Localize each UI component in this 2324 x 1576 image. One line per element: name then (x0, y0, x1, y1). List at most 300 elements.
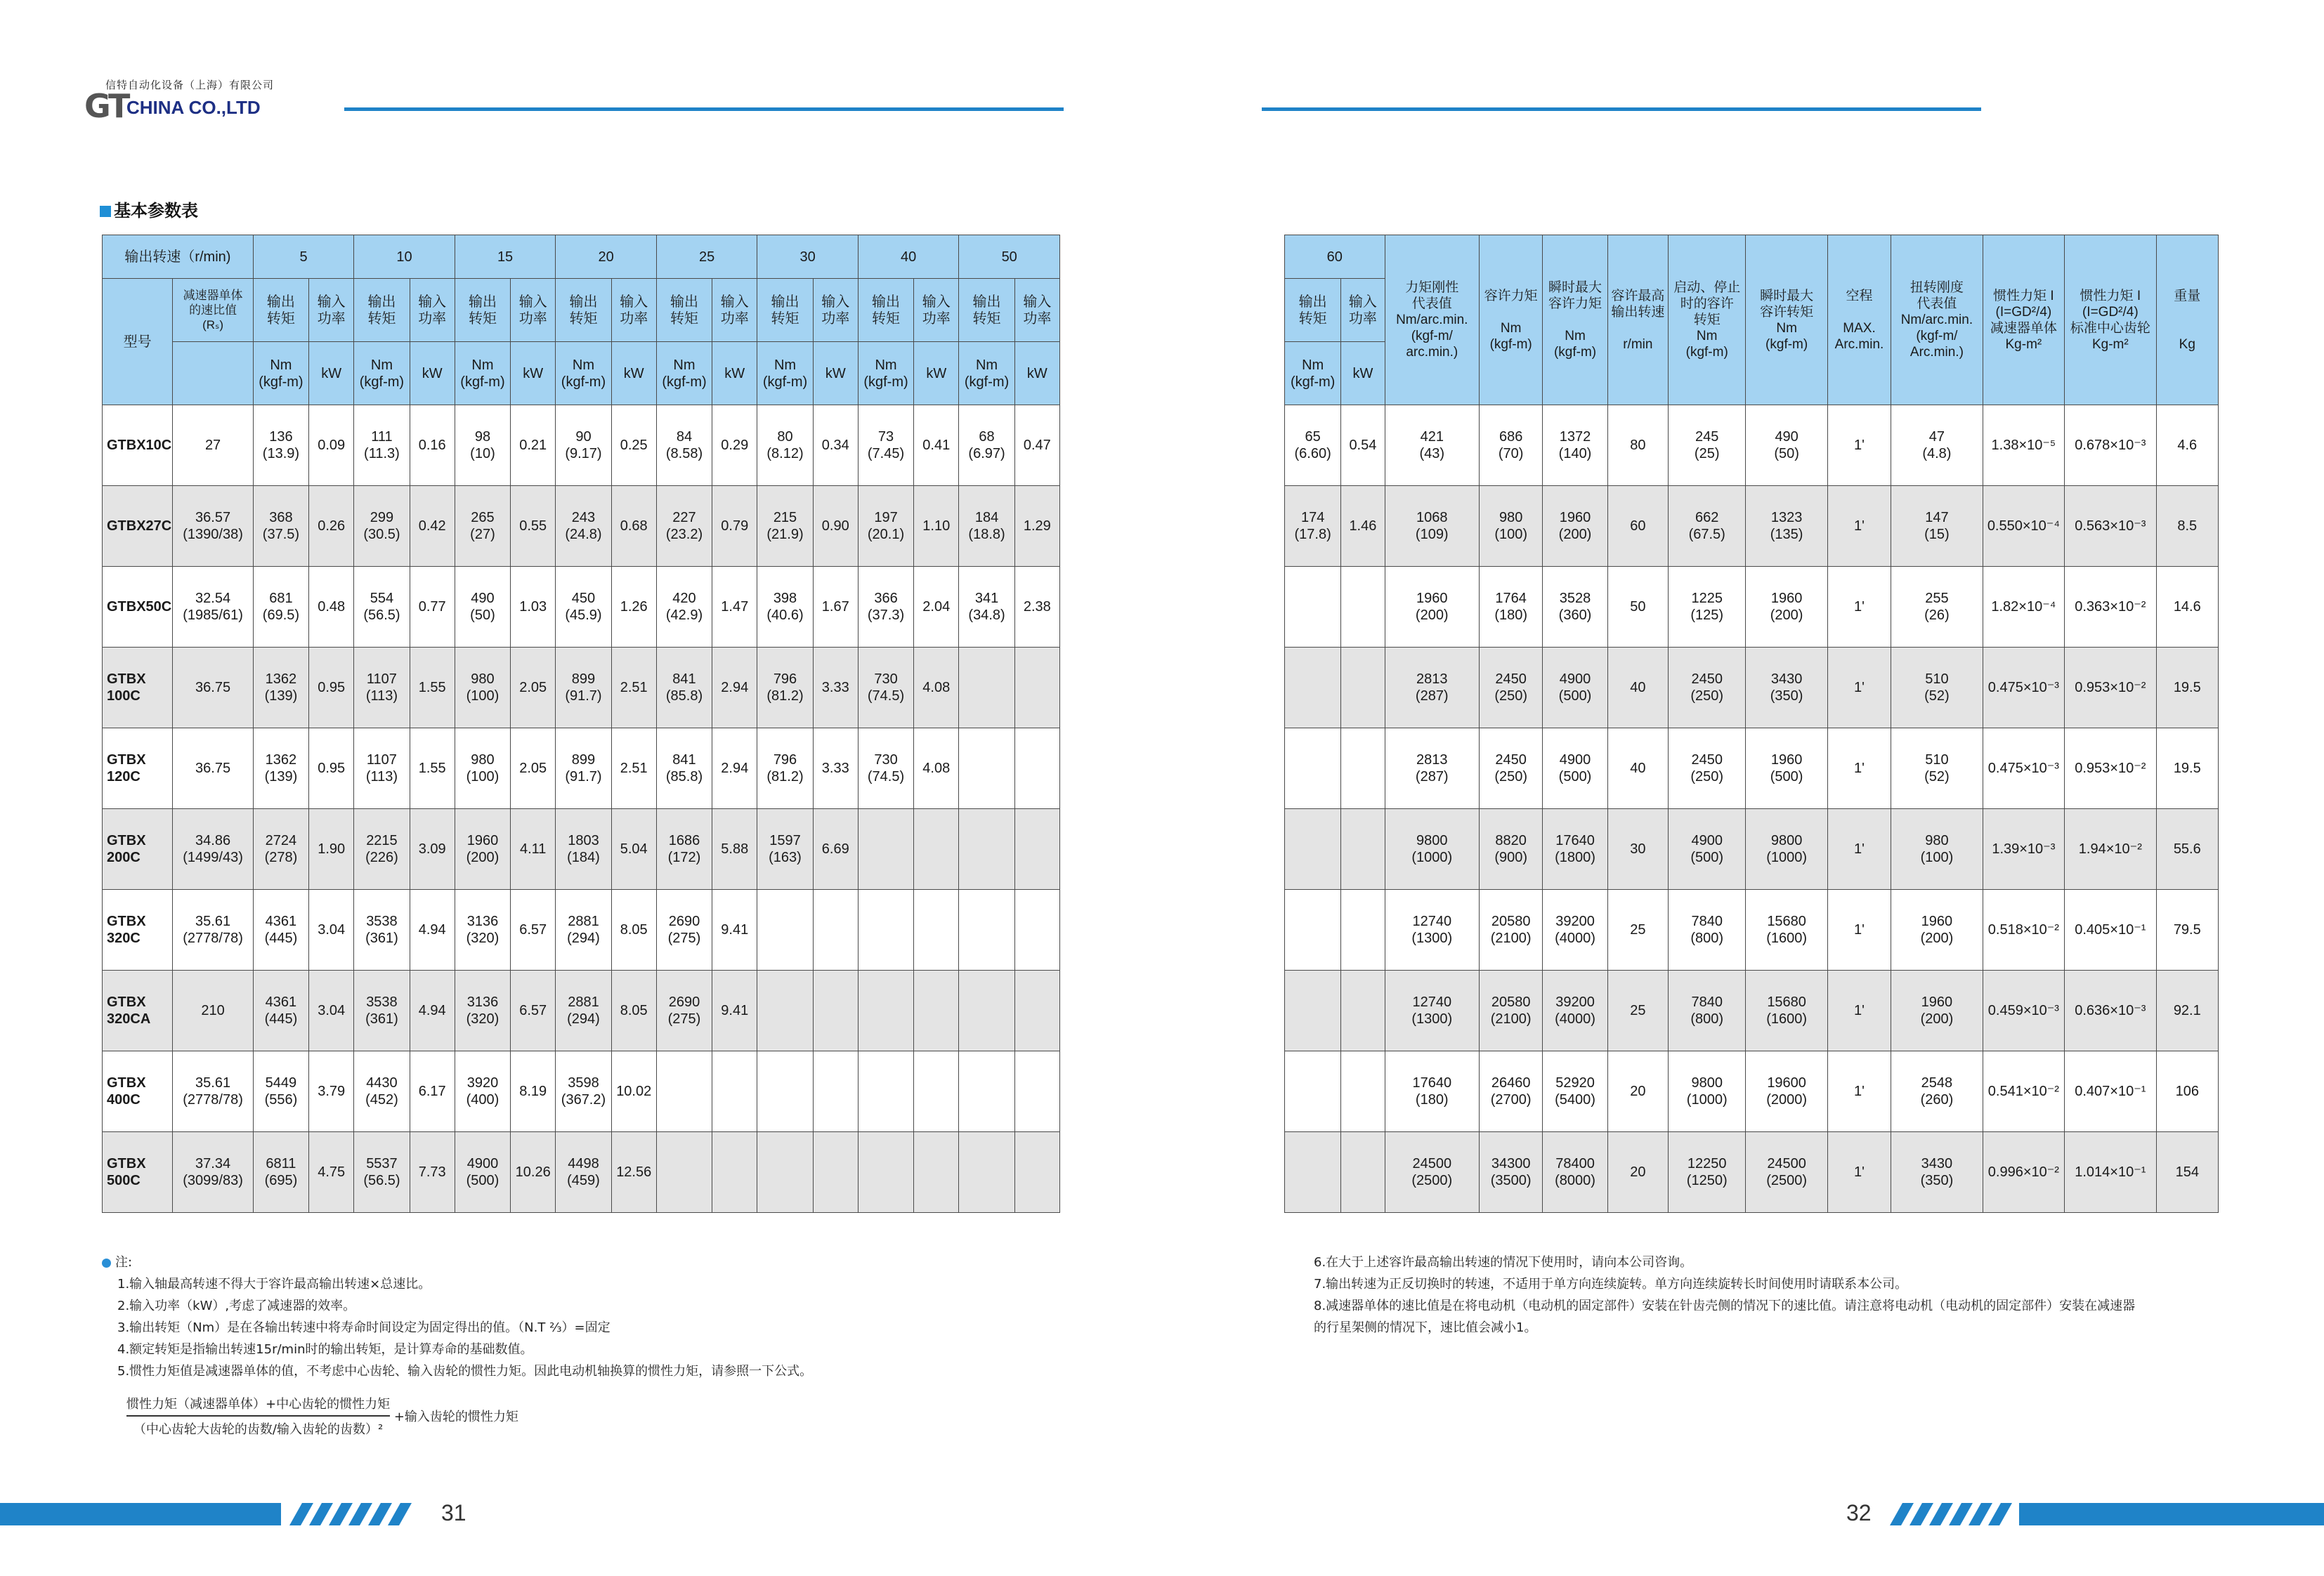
power-60-cell (1341, 567, 1385, 648)
note-2: 2.输入功率（kW）,考虑了减速器的效率。 (117, 1299, 356, 1313)
table-row (103, 890, 1060, 971)
spec-cell: 0.459×10⁻³ (1983, 971, 2064, 1051)
spec-cell: 20580 (2100) (1480, 890, 1543, 971)
spec-cell: 14.6 (2156, 567, 2218, 648)
out-torque-header: 输出 转矩 (858, 279, 913, 342)
table-row (1285, 567, 2219, 648)
note-8-cont: 的行星架侧的情况下，速比值会减小1。 (1314, 1320, 1537, 1335)
power-cell: 7.73 (410, 1132, 455, 1213)
torque-60-cell (1285, 728, 1341, 809)
notes-title-text: 注: (115, 1255, 133, 1270)
power-unit: kW (410, 342, 455, 405)
torque-cell (757, 890, 813, 971)
torque-cell: 73 (7.45) (858, 405, 913, 486)
formula-numerator: 惯性力矩（减速器单体）+中心齿轮的惯性力矩 (126, 1397, 391, 1412)
torque-cell: 90 (9.17) (556, 405, 611, 486)
spec-cell: 1.014×10⁻¹ (2065, 1132, 2156, 1213)
spec-cell: 55.6 (2156, 809, 2218, 890)
power-cell: 10.26 (511, 1132, 556, 1213)
power-cell: 0.16 (410, 405, 455, 486)
torque-cell (858, 890, 913, 971)
power-cell: 1.67 (813, 567, 858, 648)
spec-cell: 1' (1827, 728, 1891, 809)
spec-cell: 12740 (1300) (1385, 971, 1480, 1051)
power-cell (813, 890, 858, 971)
spec-cell: 0.407×10⁻¹ (2065, 1051, 2156, 1132)
spec-cell: 662 (67.5) (1669, 486, 1746, 567)
spec-cell: 245 (25) (1669, 405, 1746, 486)
torque-cell: 68 (6.97) (959, 405, 1014, 486)
model-cell: GTBX 400C (103, 1051, 173, 1132)
power-cell: 2.38 (1014, 567, 1059, 648)
ratio-header: 减速器单体 的速比值 (Rₛ) (173, 279, 253, 342)
power-cell: 2.94 (712, 728, 757, 809)
spec-cell: 0.405×10⁻¹ (2065, 890, 2156, 971)
model-cell: GTBX 100C (103, 648, 173, 728)
power-cell: 0.29 (712, 405, 757, 486)
spec-cell: 50 (1607, 567, 1668, 648)
power-cell: 0.47 (1014, 405, 1059, 486)
model-cell: GTBX 120C (103, 728, 173, 809)
table-row (103, 1051, 1060, 1132)
formula-tail: +输入齿轮的惯性力矩 (393, 1410, 518, 1424)
torque-cell: 1803 (184) (556, 809, 611, 890)
table-row (103, 728, 1060, 809)
power-cell: 6.17 (410, 1051, 455, 1132)
torque-60-cell (1285, 1051, 1341, 1132)
out-torque-header: 输出 转矩 (556, 279, 611, 342)
table-row (1285, 971, 2219, 1051)
spec-cell: 0.563×10⁻³ (2065, 486, 2156, 567)
torque-cell (858, 809, 913, 890)
spec-cell: 92.1 (2156, 971, 2218, 1051)
spec-cell: 0.996×10⁻² (1983, 1132, 2064, 1213)
spec-cell: 0.475×10⁻³ (1983, 728, 2064, 809)
spec-cell: 78400 (8000) (1543, 1132, 1607, 1213)
power-cell: 0.34 (813, 405, 858, 486)
torque-cell: 420 (42.9) (656, 567, 712, 648)
torque-cell (858, 1132, 913, 1213)
power-unit: kW (813, 342, 858, 405)
torque-cell: 490 (50) (455, 567, 510, 648)
power-cell: 1.47 (712, 567, 757, 648)
spec-cell: 1' (1827, 486, 1891, 567)
spec-cell: 1' (1827, 809, 1891, 890)
speed-60-header: 60 (1285, 235, 1385, 279)
in-power-header: 输入 功率 (611, 279, 656, 342)
torque-cell: 215 (21.9) (757, 486, 813, 567)
power-cell (1014, 728, 1059, 809)
power-cell (1014, 1132, 1059, 1213)
power-cell: 12.56 (611, 1132, 656, 1213)
torque-cell: 841 (85.8) (656, 728, 712, 809)
footer-stripes-right (1890, 1500, 2324, 1528)
speed-40-header: 40 (858, 235, 959, 279)
power-unit: kW (914, 342, 959, 405)
torque-cell: 136 (13.9) (253, 405, 308, 486)
power-60-cell (1341, 809, 1385, 890)
power-cell: 6.69 (813, 809, 858, 890)
in-power-header: 输入 功率 (914, 279, 959, 342)
torque-60-cell (1285, 1132, 1341, 1213)
spec-cell: 2450 (250) (1669, 648, 1746, 728)
power-cell: 3.33 (813, 648, 858, 728)
spec-cell: 19.5 (2156, 728, 2218, 809)
out-torque-header: 输出 转矩 (455, 279, 510, 342)
torque-cell: 299 (30.5) (354, 486, 410, 567)
spec-cell: 60 (1607, 486, 1668, 567)
torque-60-cell: 174 (17.8) (1285, 486, 1341, 567)
power-60-cell (1341, 1132, 1385, 1213)
torque-unit: Nm (kgf-m) (757, 342, 813, 405)
company-name-cn: 信特自动化设备（上海）有限公司 (105, 79, 275, 91)
power-cell: 8.05 (611, 890, 656, 971)
torque-cell: 1960 (200) (455, 809, 510, 890)
torque-cell: 398 (40.6) (757, 567, 813, 648)
torque-cell: 1107 (113) (354, 648, 410, 728)
power-cell (1014, 1051, 1059, 1132)
model-cell: GTBX 500C (103, 1132, 173, 1213)
torque-cell (959, 971, 1014, 1051)
formula-bar (126, 1415, 390, 1417)
torque-60-cell (1285, 567, 1341, 648)
power-cell: 1.55 (410, 648, 455, 728)
spec-cell: 79.5 (2156, 890, 2218, 971)
torque-cell: 980 (100) (455, 648, 510, 728)
power-cell: 8.19 (511, 1051, 556, 1132)
spec-cell: 8.5 (2156, 486, 2218, 567)
spec-cell: 1960 (200) (1543, 486, 1607, 567)
spec-cell: 1372 (140) (1543, 405, 1607, 486)
power-cell (712, 1051, 757, 1132)
spec-header: 容许力矩 Nm (kgf-m) (1480, 235, 1543, 405)
torque-cell: 1362 (139) (253, 728, 308, 809)
spec-cell: 3430 (350) (1891, 1132, 1983, 1213)
torque-cell: 681 (69.5) (253, 567, 308, 648)
torque-cell: 2690 (275) (656, 971, 712, 1051)
table-row (1285, 648, 2219, 728)
spec-cell: 1' (1827, 971, 1891, 1051)
speed-50-header: 50 (959, 235, 1060, 279)
in-power-header: 输入 功率 (309, 279, 354, 342)
ratio-cell: 35.61 (2778/78) (173, 890, 253, 971)
spec-cell: 17640 (1800) (1543, 809, 1607, 890)
power-cell: 4.75 (309, 1132, 354, 1213)
torque-cell: 899 (91.7) (556, 648, 611, 728)
spec-cell: 20580 (2100) (1480, 971, 1543, 1051)
spec-header: 力矩刚性 代表值 Nm/arc.min. (kgf-m/ arc.min.) (1385, 235, 1480, 405)
power-cell: 2.51 (611, 648, 656, 728)
power-cell: 0.95 (309, 648, 354, 728)
model-header: 型号 (103, 279, 173, 405)
torque-cell: 84 (8.58) (656, 405, 712, 486)
spec-header: 重量 Kg (2156, 235, 2218, 405)
torque-cell: 4900 (500) (455, 1132, 510, 1213)
power-cell: 4.08 (914, 728, 959, 809)
speed-20-header: 20 (556, 235, 657, 279)
out-torque-header-60: 输出 转矩 (1285, 279, 1341, 342)
spec-header: 瞬时最大 容许转矩 Nm (kgf-m) (1746, 235, 1827, 405)
power-60-cell (1341, 728, 1385, 809)
torque-cell: 4430 (452) (354, 1051, 410, 1132)
in-power-header: 输入 功率 (511, 279, 556, 342)
spec-cell: 2813 (287) (1385, 648, 1480, 728)
spec-cell: 9800 (1000) (1385, 809, 1480, 890)
ratio-cell: 36.75 (173, 648, 253, 728)
table-row (103, 1132, 1060, 1213)
torque-cell: 980 (100) (455, 728, 510, 809)
spec-header: 惯性力矩 I (I=GD²/4) 减速器单体 Kg-m² (1983, 235, 2064, 405)
power-cell: 4.11 (511, 809, 556, 890)
spec-cell: 7840 (800) (1669, 971, 1746, 1051)
torque-cell: 184 (18.8) (959, 486, 1014, 567)
power-cell: 1.55 (410, 728, 455, 809)
torque-cell: 6811 (695) (253, 1132, 308, 1213)
torque-cell (959, 890, 1014, 971)
table-row (1285, 1132, 2219, 1213)
page-number-left: 31 (441, 1500, 466, 1525)
spec-cell: 17640 (180) (1385, 1051, 1480, 1132)
torque-60-cell (1285, 648, 1341, 728)
spec-cell: 3528 (360) (1543, 567, 1607, 648)
table-row (1285, 890, 2219, 971)
torque-cell: 1362 (139) (253, 648, 308, 728)
torque-cell: 197 (20.1) (858, 486, 913, 567)
speed-10-header: 10 (354, 235, 455, 279)
table-row (1285, 809, 2219, 890)
spec-cell: 1' (1827, 890, 1891, 971)
power-unit: kW (611, 342, 656, 405)
power-cell: 6.57 (511, 890, 556, 971)
torque-60-cell (1285, 809, 1341, 890)
torque-cell: 5537 (56.5) (354, 1132, 410, 1213)
power-60-cell: 0.54 (1341, 405, 1385, 486)
power-cell (1014, 971, 1059, 1051)
torque-cell (656, 1132, 712, 1213)
table-row (1285, 405, 2219, 486)
in-power-header-60: 输入 功率 (1341, 279, 1385, 342)
power-cell: 8.05 (611, 971, 656, 1051)
ratio-cell: 35.61 (2778/78) (173, 1051, 253, 1132)
spec-cell: 1068 (109) (1385, 486, 1480, 567)
spec-cell: 1' (1827, 1051, 1891, 1132)
spec-cell: 1.38×10⁻⁵ (1983, 405, 2064, 486)
spec-cell: 4900 (500) (1669, 809, 1746, 890)
spec-cell: 2450 (250) (1669, 728, 1746, 809)
torque-cell: 5449 (556) (253, 1051, 308, 1132)
torque-cell: 2690 (275) (656, 890, 712, 971)
torque-cell: 1107 (113) (354, 728, 410, 809)
out-torque-header: 输出 转矩 (354, 279, 410, 342)
power-cell: 0.42 (410, 486, 455, 567)
torque-cell: 2881 (294) (556, 890, 611, 971)
power-cell: 4.94 (410, 890, 455, 971)
spec-cell: 0.363×10⁻² (2065, 567, 2156, 648)
spec-cell: 686 (70) (1480, 405, 1543, 486)
spec-cell: 2548 (260) (1891, 1051, 1983, 1132)
out-torque-header: 输出 转矩 (656, 279, 712, 342)
spec-cell: 1960 (500) (1746, 728, 1827, 809)
spec-cell: 421 (43) (1385, 405, 1480, 486)
model-cell: GTBX 320C (103, 890, 173, 971)
ratio-cell: 34.86 (1499/43) (173, 809, 253, 890)
power-cell: 3.04 (309, 971, 354, 1051)
spec-cell: 4900 (500) (1543, 728, 1607, 809)
spec-cell: 1' (1827, 405, 1891, 486)
torque-cell: 368 (37.5) (253, 486, 308, 567)
speed-label: 输出转速（r/min) (103, 235, 254, 279)
model-cell: GTBX50C (103, 567, 173, 648)
torque-cell: 243 (24.8) (556, 486, 611, 567)
logo-gt: GT (84, 87, 129, 125)
torque-cell (656, 1051, 712, 1132)
spec-cell: 39200 (4000) (1543, 890, 1607, 971)
torque-unit: Nm (kgf-m) (858, 342, 913, 405)
spec-cell: 490 (50) (1746, 405, 1827, 486)
spec-cell: 25 (1607, 971, 1668, 1051)
spec-cell: 0.953×10⁻² (2065, 648, 2156, 728)
power-unit: kW (309, 342, 354, 405)
spec-cell: 26460 (2700) (1480, 1051, 1543, 1132)
torque-60-cell (1285, 971, 1341, 1051)
spec-cell: 0.953×10⁻² (2065, 728, 2156, 809)
spec-cell: 34300 (3500) (1480, 1132, 1543, 1213)
power-cell: 0.77 (410, 567, 455, 648)
torque-cell: 450 (45.9) (556, 567, 611, 648)
spec-cell: 4900 (500) (1543, 648, 1607, 728)
inertia-formula (126, 1394, 518, 1438)
power-cell: 0.48 (309, 567, 354, 648)
note-3: 3.输出转矩（Nm）是在各输出转速中将寿命时间设定为固定得出的值。（N.T ⅔）=固定 (117, 1320, 611, 1335)
torque-cell: 730 (74.5) (858, 728, 913, 809)
torque-cell: 3136 (320) (455, 971, 510, 1051)
out-torque-header: 输出 转矩 (757, 279, 813, 342)
spec-cell: 9800 (1000) (1669, 1051, 1746, 1132)
spec-cell: 1' (1827, 648, 1891, 728)
notes-right (1314, 1252, 2135, 1339)
ratio-cell: 36.75 (173, 728, 253, 809)
spec-cell: 1.82×10⁻⁴ (1983, 567, 2064, 648)
table-row (103, 567, 1060, 648)
parameter-table-left (102, 235, 1060, 1213)
spec-cell: 7840 (800) (1669, 890, 1746, 971)
ratio-cell: 32.54 (1985/61) (173, 567, 253, 648)
torque-unit: Nm (kgf-m) (354, 342, 410, 405)
spec-cell: 980 (100) (1480, 486, 1543, 567)
parameter-table-right (1284, 235, 2219, 1213)
power-cell: 0.25 (611, 405, 656, 486)
spec-cell: 24500 (2500) (1385, 1132, 1480, 1213)
torque-unit: Nm (kgf-m) (556, 342, 611, 405)
power-cell (914, 890, 959, 971)
spec-cell: 40 (1607, 728, 1668, 809)
out-torque-header: 输出 转矩 (959, 279, 1014, 342)
note-8: 8.减速器单体的速比值是在将电动机（电动机的固定部件）安装在针齿壳侧的情况下的速比值。请注意将电动机（电动机的固定部件）安装在减速器 (1314, 1299, 2136, 1313)
ratio-cell: 36.57 (1390/38) (173, 486, 253, 567)
page-number-right: 32 (1846, 1500, 1872, 1525)
table-row (1285, 1051, 2219, 1132)
ratio-cell: 210 (173, 971, 253, 1051)
power-cell: 5.88 (712, 809, 757, 890)
torque-cell (959, 1051, 1014, 1132)
power-cell: 2.05 (511, 728, 556, 809)
power-60-cell (1341, 648, 1385, 728)
spec-cell: 12250 (1250) (1669, 1132, 1746, 1213)
power-cell: 6.57 (511, 971, 556, 1051)
power-cell (1014, 809, 1059, 890)
spec-cell: 1.94×10⁻² (2065, 809, 2156, 890)
power-cell (914, 1051, 959, 1132)
spec-cell: 20 (1607, 1132, 1668, 1213)
table-row (1285, 486, 2219, 567)
spec-cell: 8820 (900) (1480, 809, 1543, 890)
spec-header: 惯性力矩 I (I=GD²/4) 标准中心齿轮 Kg-m² (2065, 235, 2156, 405)
speed-5-header: 5 (253, 235, 354, 279)
spec-cell: 80 (1607, 405, 1668, 486)
header-rule-right (1262, 107, 1981, 111)
torque-cell: 1686 (172) (656, 809, 712, 890)
power-cell: 9.41 (712, 971, 757, 1051)
ratio-cell: 27 (173, 405, 253, 486)
spec-cell: 1323 (135) (1746, 486, 1827, 567)
power-60-cell (1341, 890, 1385, 971)
model-cell: GTBX 200C (103, 809, 173, 890)
torque-cell (858, 971, 913, 1051)
speed-header-row (103, 235, 1060, 279)
torque-unit-60: Nm (kgf-m) (1285, 342, 1341, 405)
power-cell: 2.05 (511, 648, 556, 728)
table-row (103, 809, 1060, 890)
spec-cell: 47 (4.8) (1891, 405, 1983, 486)
notes-title (102, 1252, 812, 1273)
power-cell: 9.41 (712, 890, 757, 971)
power-60-cell (1341, 1051, 1385, 1132)
torque-cell: 1597 (163) (757, 809, 813, 890)
note-1: 1.输入轴最高转速不得大于容许最高输出转速×总速比。 (117, 1277, 431, 1292)
table-row (1285, 728, 2219, 809)
power-cell (914, 809, 959, 890)
spec-cell: 1.39×10⁻³ (1983, 809, 2064, 890)
spec-cell: 4.6 (2156, 405, 2218, 486)
spec-cell: 0.678×10⁻³ (2065, 405, 2156, 486)
torque-cell: 98 (10) (455, 405, 510, 486)
spec-cell: 1225 (125) (1669, 567, 1746, 648)
spec-cell: 40 (1607, 648, 1668, 728)
power-cell (712, 1132, 757, 1213)
notes-left (102, 1252, 812, 1382)
footer-stripes-left (0, 1500, 450, 1528)
power-unit: kW (511, 342, 556, 405)
torque-cell: 3538 (361) (354, 890, 410, 971)
power-cell (813, 1051, 858, 1132)
company-name-en: CHINA CO.,LTD (126, 97, 261, 118)
spec-header: 启动、停止 时的容许 转矩 Nm (kgf-m) (1669, 235, 1746, 405)
torque-cell: 4498 (459) (556, 1132, 611, 1213)
speed-15-header: 15 (455, 235, 556, 279)
torque-cell (757, 971, 813, 1051)
square-bullet-icon (100, 206, 111, 217)
spec-cell: 0.550×10⁻⁴ (1983, 486, 2064, 567)
torque-60-cell: 65 (6.60) (1285, 405, 1341, 486)
torque-cell: 2881 (294) (556, 971, 611, 1051)
spec-cell: 2813 (287) (1385, 728, 1480, 809)
torque-cell: 80 (8.12) (757, 405, 813, 486)
power-60-cell (1341, 971, 1385, 1051)
in-power-header: 输入 功率 (1014, 279, 1059, 342)
power-cell: 1.90 (309, 809, 354, 890)
power-cell: 1.03 (511, 567, 556, 648)
ratio-header-blank (173, 342, 253, 405)
